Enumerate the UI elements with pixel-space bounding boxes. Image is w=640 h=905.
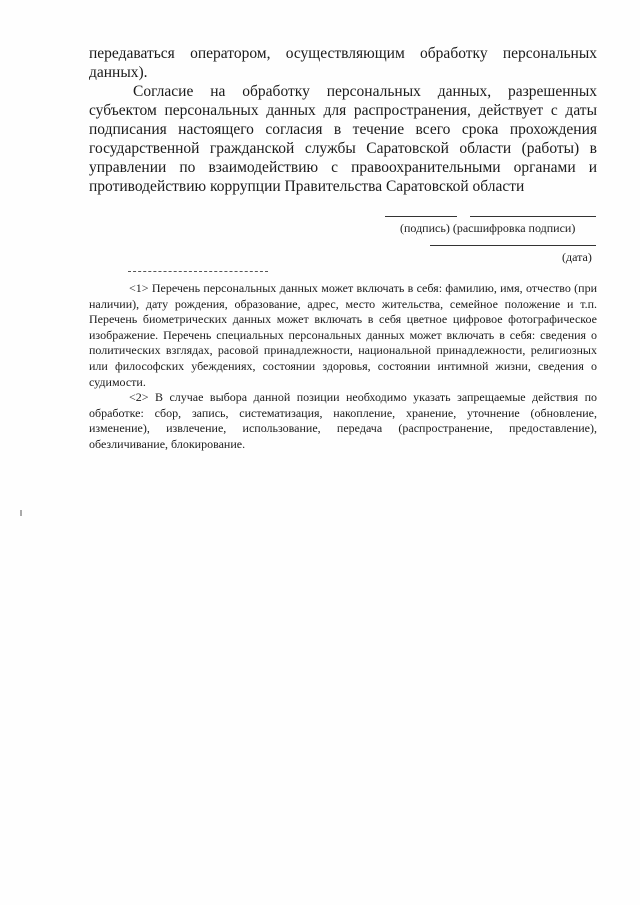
footnotes (89, 281, 597, 453)
signature-decoding-line (470, 216, 596, 217)
signature-caption: (подпись) (расшифровка подписи) (400, 221, 576, 235)
signature-line (385, 216, 457, 217)
date-line (430, 245, 596, 246)
consent-paragraph: Согласие на обработку персональных данных, разрешенных субъектом персональных данных для распространения, действует с даты подписания настоящего согласия в течение всего срока прохождения государственной гражданской службы Саратовской области (работы) в управлении по взаимодействию с правоохранительными органами и противодействию коррупции Правительства Саратовской области (89, 83, 597, 195)
footnote-1: <1> Перечень персональных данных может включать в себя: фамилию, имя, отчество (при наличии), дату рождения, образование, адрес, место жительства, семейное положение и т.п. Перечень биометрических данных может включать в себя цветное цифровое фотографическое изображение. Перечень специальных персональных данных может включать в себя: сведения о политических взглядах, расовой принадлежности, национальной принадлежности, религиозных или философских убеждениях, состоянии здоровья, состоянии интимной жизни, сведения о судимости. (89, 281, 597, 389)
footnote-divider (128, 271, 268, 272)
date-caption: (дата) (562, 250, 592, 264)
body-line-top: передаваться оператором, осуществляющим обработку персональных (89, 45, 597, 62)
body-line-top-end: данных). (89, 64, 148, 81)
footnote-2: <2> В случае выбора данной позиции необходимо указать запрещаемые действия по обработке: сбор, запись, систематизация, накопление, хранение, уточнение (обновление, изменение), извлечение, использование, передача (распространение, предоставление), обезличивание, блокирование. (89, 390, 597, 451)
scan-artifact (20, 510, 22, 516)
